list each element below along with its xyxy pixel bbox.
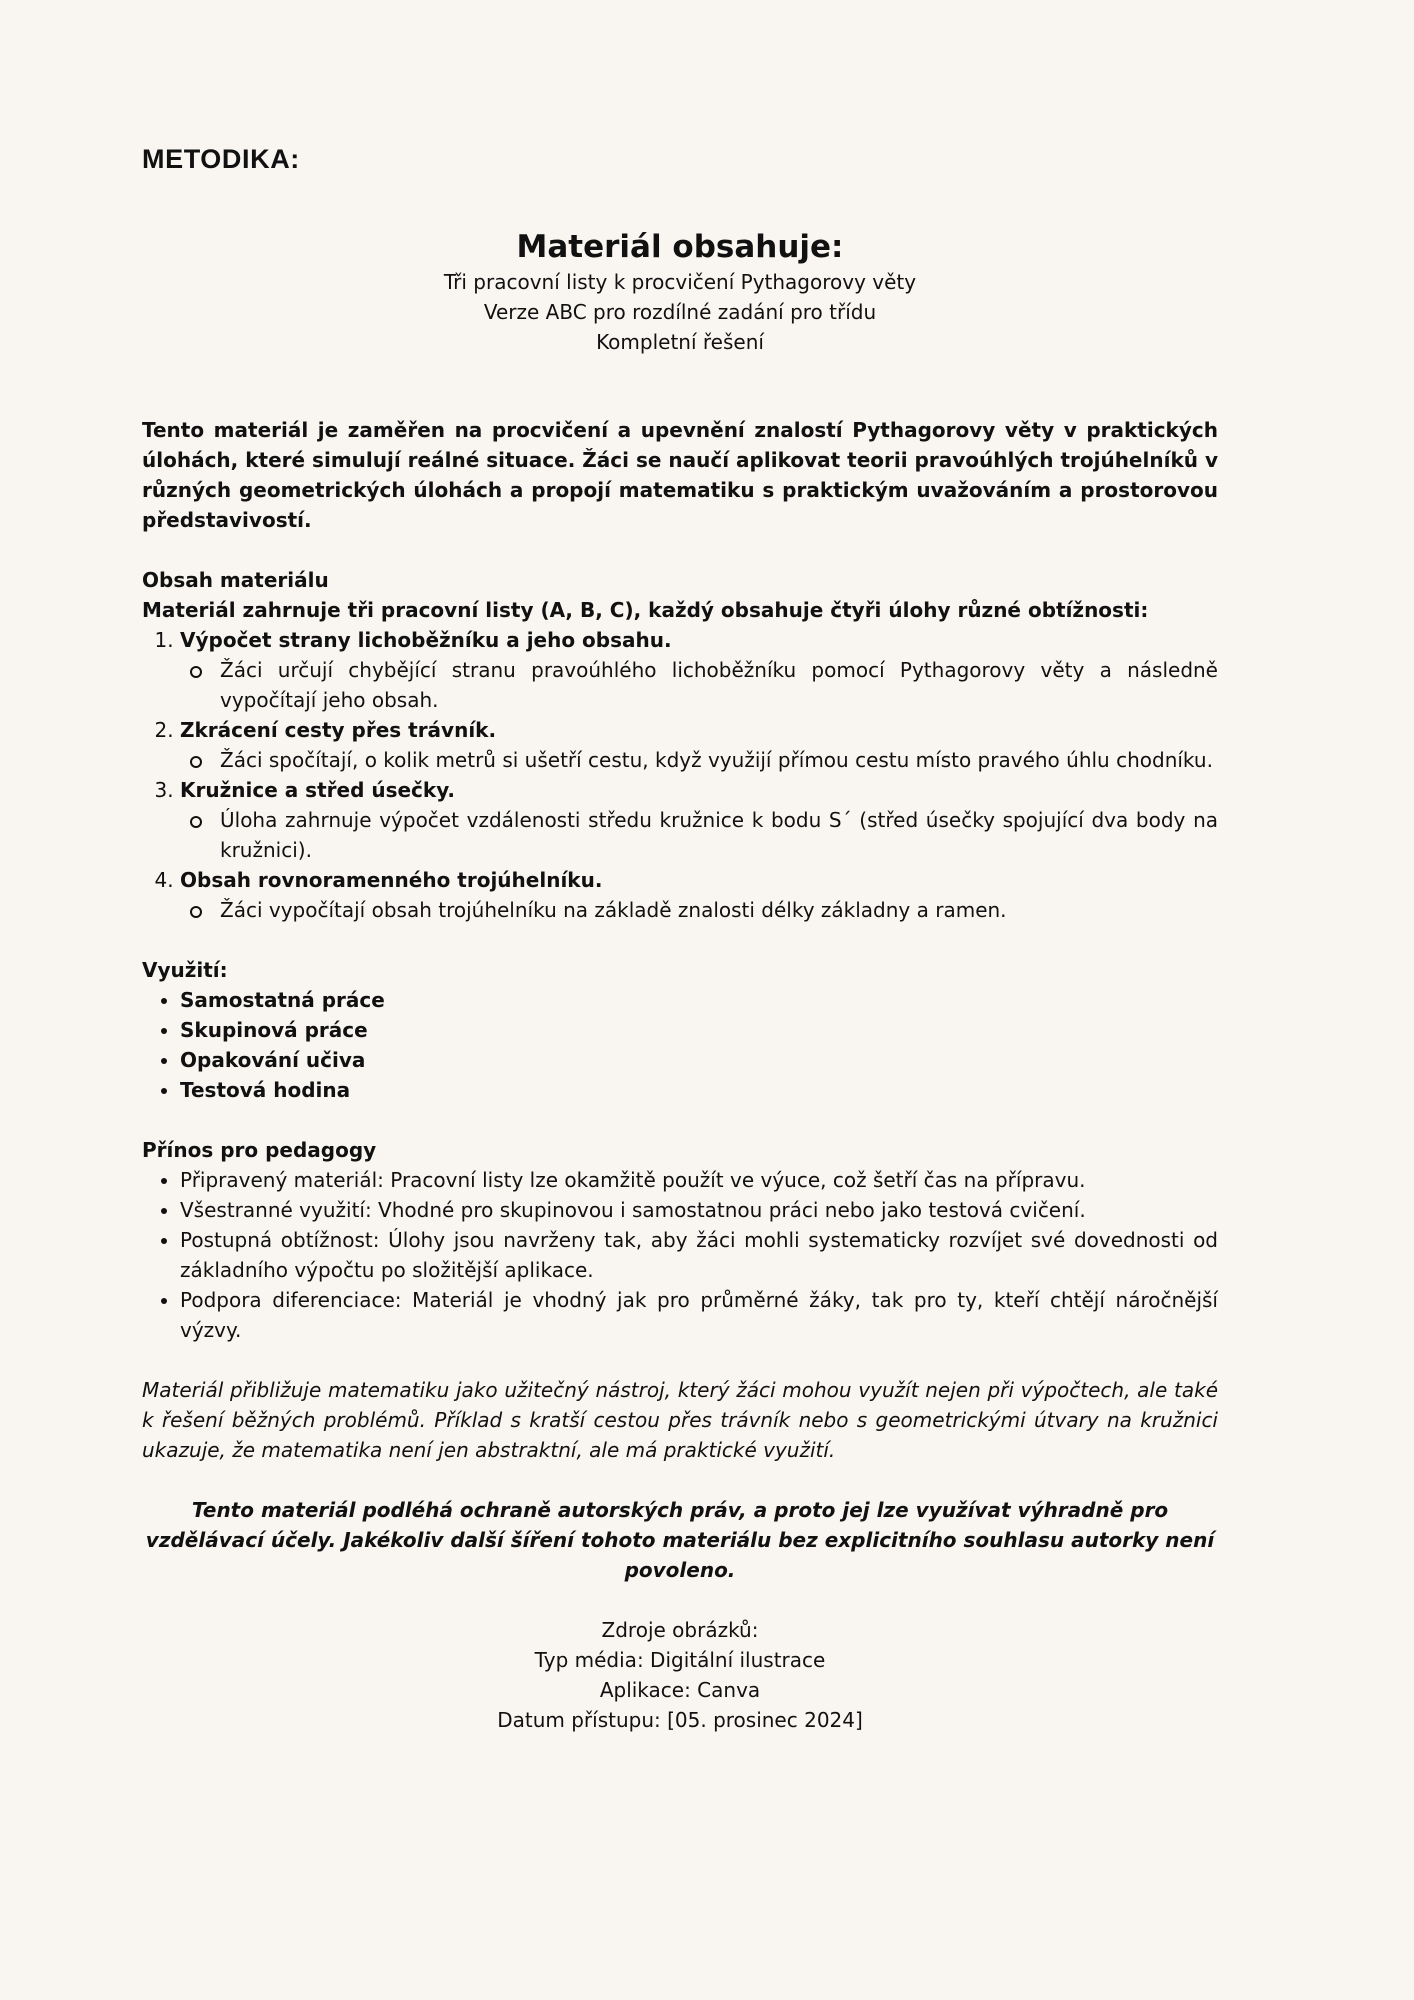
overview-title: Materiál obsahuje: xyxy=(516,229,844,265)
task-list xyxy=(142,625,1218,925)
sources-line: Typ média: Digitální ilustrace xyxy=(534,1648,826,1672)
task-item xyxy=(180,625,1218,715)
task-detail-list xyxy=(180,655,1218,715)
image-sources xyxy=(142,1615,1218,1735)
content-subheading: Materiál zahrnuje tři pracovní listy (A, B, C), každý obsahuje čtyři úlohy různé obtížnosti: xyxy=(142,598,1149,622)
overview-line: Tři pracovní listy k procvičení Pythagorovy věty xyxy=(443,270,917,294)
overview-line: Verze ABC pro rozdílné zadání pro třídu xyxy=(483,300,877,324)
task-detail-list xyxy=(180,895,1218,925)
task-item xyxy=(180,775,1218,865)
benefits-list xyxy=(142,1165,1218,1345)
task-item xyxy=(180,715,1218,775)
task-detail: Úloha zahrnuje výpočet vzdálenosti středu kružnice k bodu S´ (střed úsečky spojující dva body na kružnici). xyxy=(220,805,1218,865)
content-section xyxy=(142,565,1218,925)
overview-line: Kompletní řešení xyxy=(596,330,764,354)
material-overview xyxy=(142,227,1218,357)
content-heading: Obsah materiálu xyxy=(142,568,329,592)
sources-line: Aplikace: Canva xyxy=(599,1678,761,1702)
benefit-item: • Postupná obtížnost: Úlohy jsou navrženy tak, aby žáci mohli systematicky rozvíjet své dovednosti od základního výpočtu po složitější aplikace. xyxy=(180,1225,1218,1285)
benefit-item: • Podpora diferenciace: Materiál je vhodný jak pro průměrné žáky, tak pro ty, kteří chtějí náročnější výzvy. xyxy=(180,1285,1218,1345)
usage-list xyxy=(142,985,1218,1105)
benefit-item: • Připravený materiál: Pracovní listy lze okamžitě použít ve výuce, což šetří čas na přípravu. xyxy=(180,1165,1218,1195)
benefits-section xyxy=(142,1135,1218,1345)
task-item xyxy=(180,865,1218,925)
task-title: Obsah rovnoramenného trojúhelníku. xyxy=(180,868,603,892)
sources-line: Datum přístupu: [05. prosinec 2024] xyxy=(497,1708,863,1732)
task-title: Zkrácení cesty přes trávník. xyxy=(180,718,497,742)
usage-item: • Testová hodina xyxy=(180,1075,1218,1105)
task-detail: Žáci určují chybějící stranu pravoúhlého lichoběžníku pomocí Pythagorovy věty a následně vypočítají jeho obsah. xyxy=(220,655,1218,715)
copyright-notice: Tento materiál podléhá ochraně autorských práv, a proto jej lze využívat výhradně pro vzdělávací účely. Jakékoliv další šíření tohoto materiálu bez explicitního souhlasu autorky není povoleno. xyxy=(145,1498,1215,1582)
task-detail: Žáci vypočítají obsah trojúhelníku na základě znalosti délky základny a ramen. xyxy=(220,895,1218,925)
closing-paragraph: Materiál přibližuje matematiku jako užitečný nástroj, který žáci mohou využít nejen při výpočtech, ale také k řešení běžných problémů. Příklad s kratší cestou přes trávník nebo s geometrickými útvary na kružnici ukazuje, že matematika není jen abstraktní, ale má praktické využití. xyxy=(142,1378,1218,1462)
intro-paragraph: Tento materiál je zaměřen na procvičení a upevnění znalostí Pythagorovy věty v praktických úlohách, které simulují reálné situace. Žáci se naučí aplikovat teorii pravoúhlých trojúhelníků v různých geometrických úlohách a propojí matematiku s praktickým uvažováním a prostorovou představivostí. xyxy=(142,418,1218,532)
task-title: Kružnice a střed úsečky. xyxy=(180,778,456,802)
usage-heading: Využití: xyxy=(142,958,228,982)
benefits-heading: Přínos pro pedagogy xyxy=(142,1138,377,1162)
usage-section xyxy=(142,955,1218,1105)
benefit-item: • Všestranné využití: Vhodné pro skupinovou i samostatnou práci nebo jako testová cvičení. xyxy=(180,1195,1218,1225)
usage-item: • Samostatná práce xyxy=(180,985,1218,1015)
usage-item: • Opakování učiva xyxy=(180,1045,1218,1075)
task-detail: Žáci spočítají, o kolik metrů si ušetří cestu, když využijí přímou cestu místo pravého úhlu chodníku. xyxy=(220,745,1218,775)
usage-item: • Skupinová práce xyxy=(180,1015,1218,1045)
task-detail-list xyxy=(180,745,1218,775)
task-detail-list xyxy=(180,805,1218,865)
task-title: Výpočet strany lichoběžníku a jeho obsahu. xyxy=(180,628,672,652)
document-heading: METODIKA: xyxy=(142,144,300,174)
sources-line: Zdroje obrázků: xyxy=(601,1618,759,1642)
